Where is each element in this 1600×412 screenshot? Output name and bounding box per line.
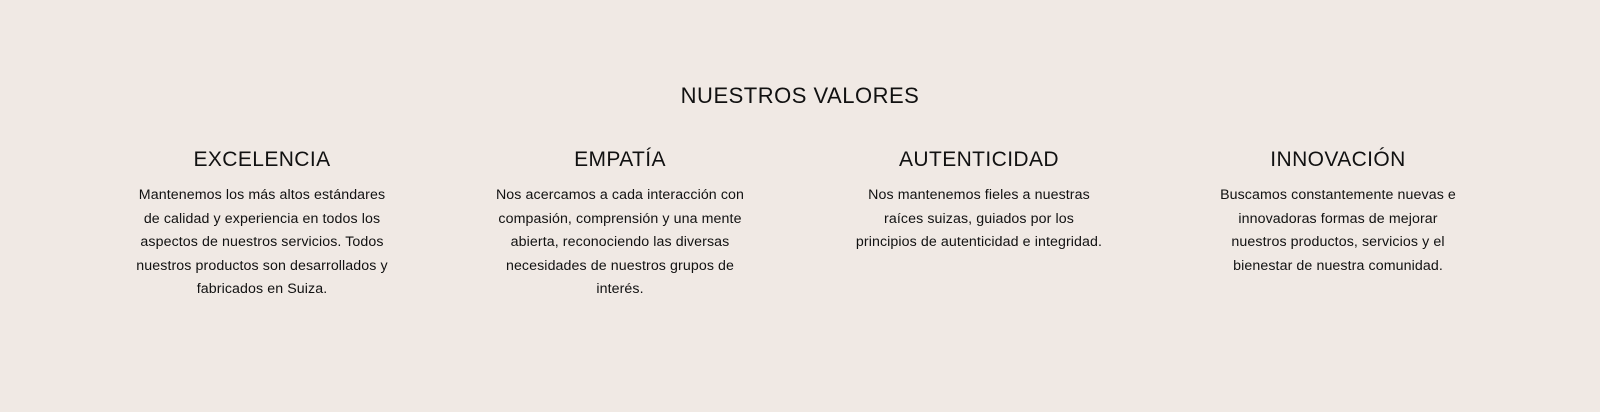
value-card-excelencia [132, 146, 392, 302]
value-title: EMPATÍA [574, 148, 666, 171]
values-grid [0, 146, 1600, 376]
value-title: EXCELENCIA [193, 148, 331, 171]
section-title: NUESTROS VALORES [680, 83, 920, 108]
value-description: Mantenemos los más altos estándares de calidad y experiencia en todos los aspectos de nuestros servicios. Todos nuestros productos son desarrollados y fabricados en Suiza. [136, 187, 388, 297]
value-title: AUTENTICIDAD [899, 148, 1059, 171]
value-card-empatia [490, 146, 750, 302]
value-description: Nos mantenemos fieles a nuestras raíces suizas, guiados por los principios de autenticidad e integridad. [855, 187, 1103, 250]
value-description: Nos acercamos a cada interacción con compasión, comprensión y una mente abierta, reconociendo las diversas necesidades de nuestros grupos de interés. [495, 187, 745, 297]
value-description: Buscamos constantemente nuevas e innovadoras formas de mejorar nuestros productos, servicios y el bienestar de nuestra comunidad. [1220, 187, 1456, 274]
value-card-innovacion [1208, 146, 1468, 278]
value-title: INNOVACIÓN [1270, 148, 1406, 171]
value-card-autenticidad [849, 146, 1109, 255]
